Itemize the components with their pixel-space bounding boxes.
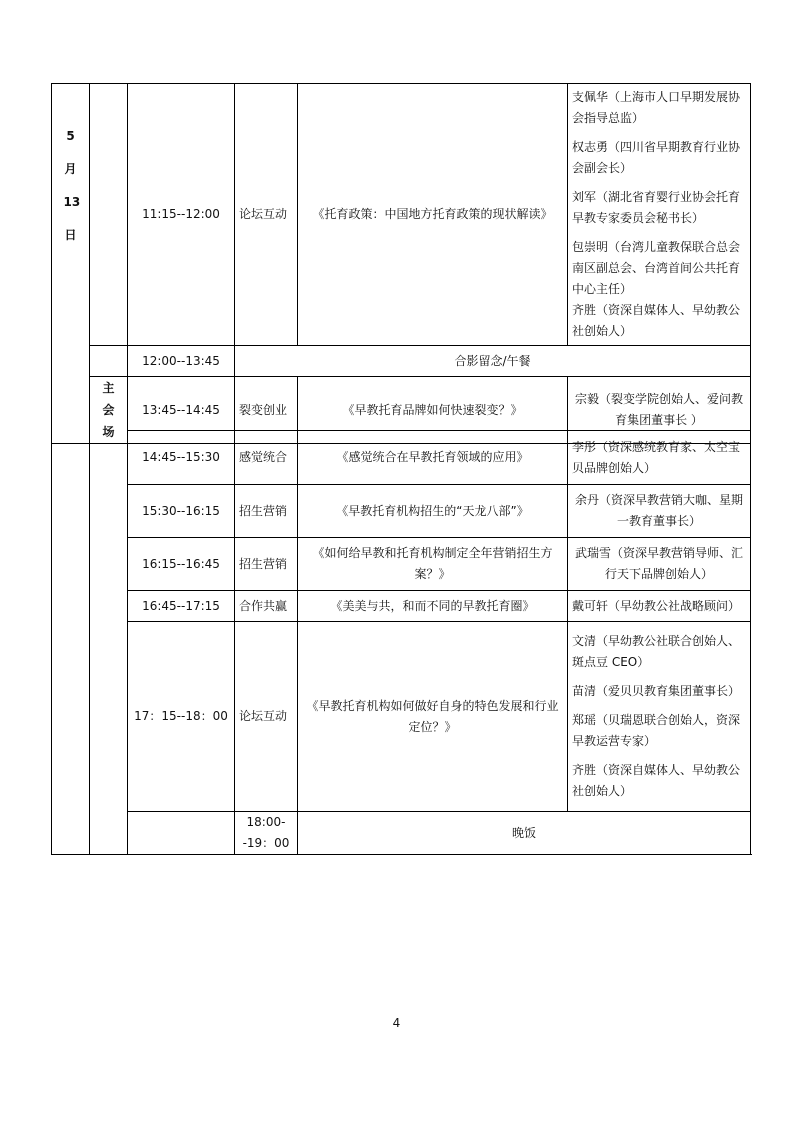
speaker-entry: 包崇明（台湾儿童教保联合总会南区副总会、台湾首间公共托育中心主任） [572, 240, 741, 296]
date-cell-continued [52, 431, 90, 855]
type-cell: 裂变创业 [235, 377, 298, 444]
speaker-entry: 文清（早幼教公社联合创始人、斑点豆 CEO） [572, 634, 741, 669]
speaker-entry: 苗清（爱贝贝教育集团董事长） [572, 684, 741, 698]
table-row [52, 591, 751, 622]
table-row [52, 538, 751, 591]
topic-cell: 《早教托育机构招生的“天龙八部”》 [298, 485, 568, 538]
date-char: 13 [63, 195, 81, 209]
topic-cell: 《早教托育机构如何做好自身的特色发展和行业定位？》 [298, 622, 568, 812]
speaker-entry: 刘军（湖北省育婴行业协会托育早教专家委员会秘书长） [572, 190, 741, 225]
type-cell: 招生营销 [235, 485, 298, 538]
venue-char: 场 [102, 425, 115, 439]
venue-char: 会 [102, 403, 115, 417]
time-cell: 15:30--16:15 [128, 485, 235, 538]
date-cell [52, 84, 90, 444]
type-cell: 论坛互动 [235, 622, 298, 812]
speaker-entry: 齐胜（资深自媒体人、早幼教公社创始人） [572, 303, 741, 338]
date-char: 月 [64, 162, 77, 176]
speaker-entry: 齐胜（资深自媒体人、早幼教公社创始人） [572, 763, 741, 798]
speaker-cell [568, 622, 751, 812]
table-row [52, 485, 751, 538]
empty-venue-cell [90, 346, 128, 377]
type-cell: 感觉统合 [235, 431, 298, 485]
table-row [52, 622, 751, 812]
type-cell: 招生营销 [235, 538, 298, 591]
empty-venue-cell [128, 812, 235, 855]
time-cell: 16:45--17:15 [128, 591, 235, 622]
speaker-cell [568, 84, 751, 346]
speaker-cell: 李彤（资深感统教育家、太空宝贝品牌创始人） [568, 431, 751, 485]
speaker-entry: 支佩华（上海市人口早期发展协会指导总监） [572, 90, 741, 125]
schedule-table [51, 83, 751, 444]
speaker-entry: 权志勇（四川省早期教育行业协会副会长） [572, 140, 741, 175]
topic-cell: 《如何给早教和托育机构制定全年营销招生方案？》 [298, 538, 568, 591]
break-cell: 晚饭 [298, 812, 751, 855]
speaker-cell: 戴可轩（早幼教公社战略顾问） [568, 591, 751, 622]
speaker-entry: 郑瑶（贝瑞恩联合创始人，资深早教运营专家） [572, 713, 741, 748]
table-row [52, 84, 751, 346]
type-cell: 论坛互动 [235, 84, 298, 346]
time-cell: 13:45--14:45 [128, 377, 235, 444]
speaker-cell: 武瑞雪（资深早教营销导师、汇行天下品牌创始人） [568, 538, 751, 591]
topic-cell: 《托育政策：中国地方托育政策的现状解读》 [298, 84, 568, 346]
schedule-table-main [51, 430, 751, 855]
date-char: 5 [66, 129, 75, 143]
page-number: 4 [392, 1016, 401, 1030]
speaker-cell: 余丹（资深早教营销大咖、星期一教育董事长） [568, 485, 751, 538]
speaker-cell: 宗毅（裂变学院创始人、爱问教育集团董事长 ） [568, 377, 751, 444]
time-cell: 16:15--16:45 [128, 538, 235, 591]
table-row [52, 346, 751, 377]
topic-cell: 《感觉统合在早教托育领域的应用》 [298, 431, 568, 485]
type-cell: 合作共赢 [235, 591, 298, 622]
empty-venue-cell [90, 84, 128, 346]
venue-cell-continued [90, 431, 128, 855]
topic-cell: 《早教托育品牌如何快速裂变？》 [298, 377, 568, 444]
date-char: 日 [64, 228, 77, 242]
time-cell: 12:00--13:45 [128, 346, 235, 377]
time-cell: 14:45--15:30 [128, 431, 235, 485]
time-cell: 17：15--18：00 [128, 622, 235, 812]
table-row [52, 812, 751, 855]
topic-cell: 《美美与共，和而不同的早教托育圈》 [298, 591, 568, 622]
time-cell: 18:00--19：00 [235, 812, 298, 855]
venue-char: 主 [102, 381, 115, 395]
time-cell: 11:15--12:00 [128, 84, 235, 346]
break-cell: 合影留念/午餐 [235, 346, 751, 377]
table-row [52, 431, 751, 485]
